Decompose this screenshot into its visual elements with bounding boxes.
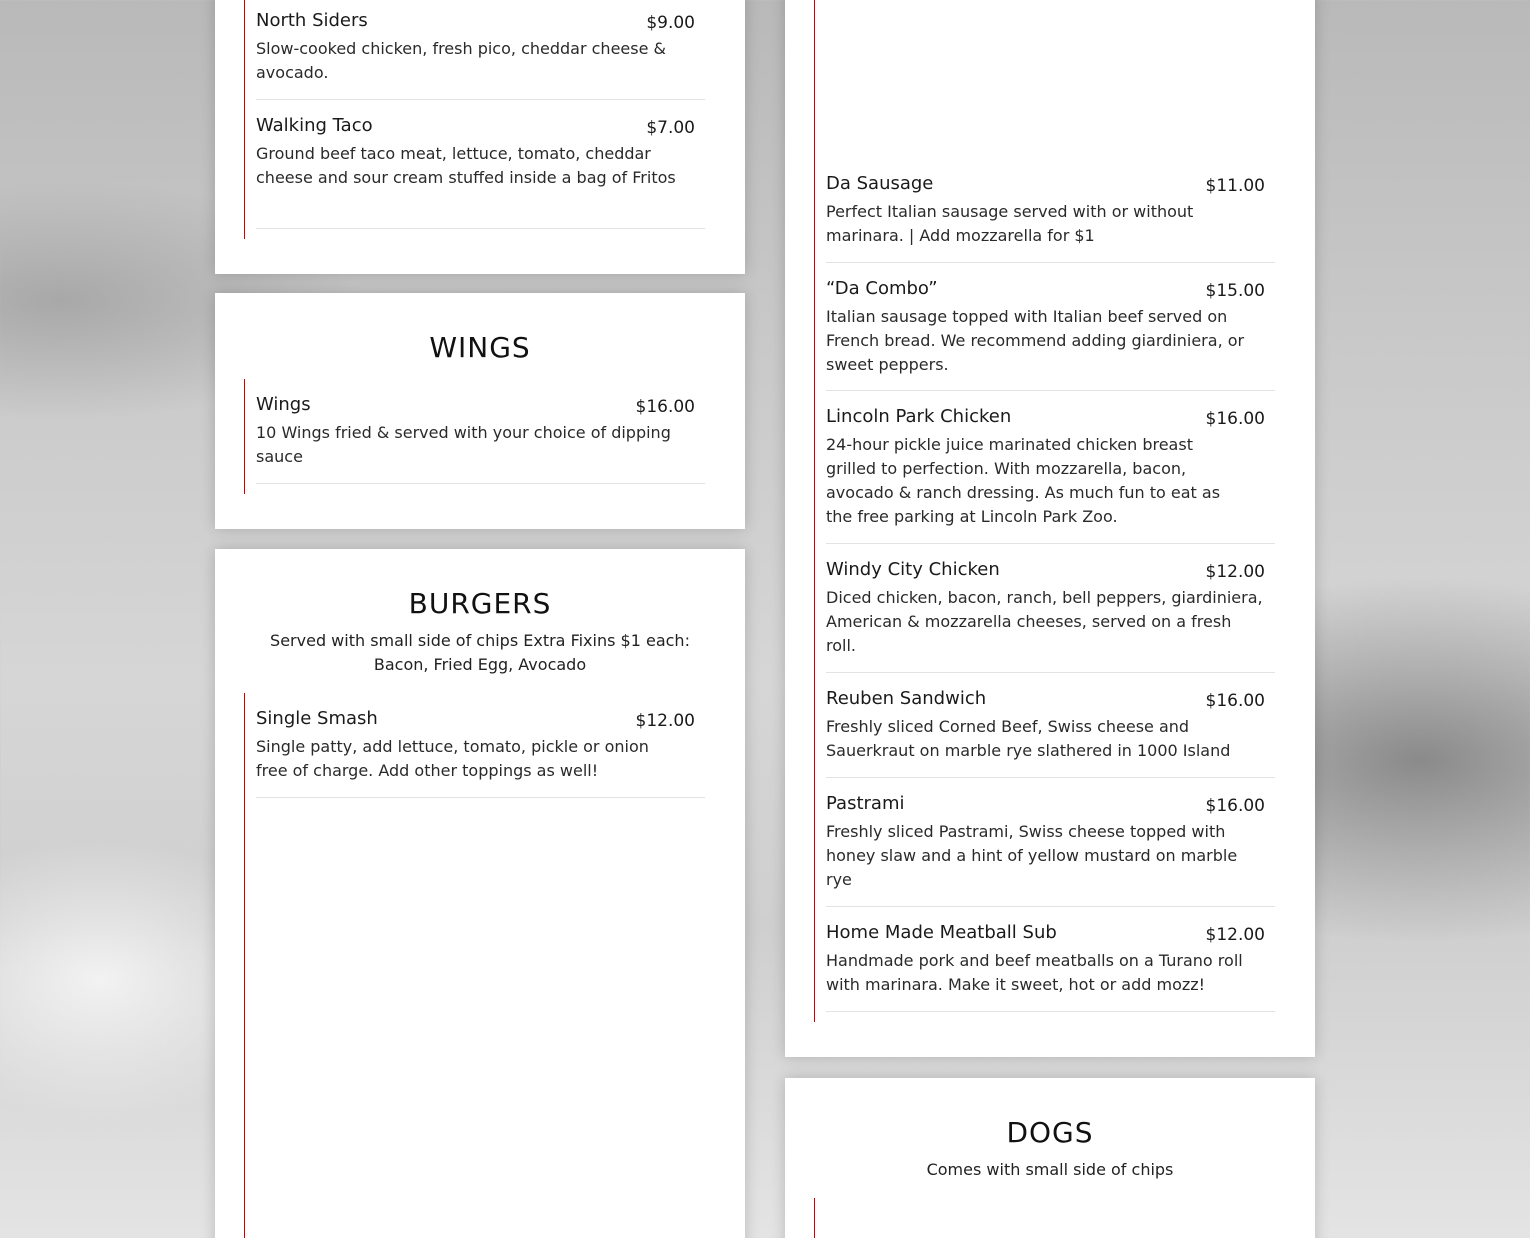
item-description: Single patty, add lettuce, tomato, pickle or onion free of charge. Add other toppings as well! (256, 737, 649, 780)
menu-card-burgers (215, 549, 745, 1238)
item-name: Pastrami (826, 793, 905, 814)
item-name: Windy City Chicken (826, 559, 1000, 580)
item-name: “Da Combo” (826, 278, 938, 299)
item-price: $16.00 (1205, 691, 1265, 711)
menu-card-top-left (215, 0, 745, 274)
section-accent-line (244, 693, 245, 1238)
menu-card-sandwiches (785, 0, 1315, 1057)
item-description: Slow-cooked chicken, fresh pico, cheddar cheese & avocado. (256, 39, 666, 82)
menu-card-wings (215, 293, 745, 529)
item-divider (256, 797, 705, 798)
menu-item-wings (256, 394, 705, 474)
section-title-dogs: DOGS (1006, 1116, 1094, 1149)
menu-item-da-sausage (826, 173, 1275, 253)
item-divider (826, 543, 1275, 544)
item-divider (256, 99, 705, 100)
section-subtitle-dogs: Comes with small side of chips (926, 1160, 1174, 1179)
item-price: $12.00 (1205, 925, 1265, 945)
item-name: Home Made Meatball Sub (826, 922, 1057, 943)
item-description: 10 Wings fried & served with your choice of dipping sauce (256, 423, 671, 466)
section-accent-line (244, 379, 245, 494)
menu-item-north-siders (256, 10, 705, 100)
item-divider (826, 672, 1275, 673)
section-accent-line (814, 1198, 815, 1238)
item-divider (256, 483, 705, 484)
item-description: Handmade pork and beef meatballs on a Turano roll with marinara. Make it sweet, hot or add mozz! (826, 951, 1243, 994)
item-divider (256, 228, 705, 229)
section-title-burgers: BURGERS (408, 587, 552, 620)
menu-card-dogs (785, 1078, 1315, 1238)
menu-item-lincoln-park-chicken (826, 406, 1275, 536)
item-name: North Siders (256, 10, 368, 31)
item-name: Single Smash (256, 708, 378, 729)
item-name: Reuben Sandwich (826, 688, 987, 709)
menu-item-pastrami (826, 793, 1275, 893)
section-title-wings: WINGS (429, 331, 531, 364)
item-divider (826, 262, 1275, 263)
menu-item-reuben-sandwich (826, 688, 1275, 768)
item-name: Lincoln Park Chicken (826, 406, 1012, 427)
item-price: $16.00 (1205, 409, 1265, 429)
menu-item-da-combo (826, 278, 1275, 378)
item-price: $7.00 (646, 118, 695, 138)
menu-item-meatball-sub (826, 922, 1275, 1002)
item-price: $9.00 (646, 13, 695, 33)
section-subtitle-burgers: Served with small side of chips Extra Fixins $1 each: Bacon, Fried Egg, Avocado (270, 631, 690, 674)
item-price: $16.00 (1205, 796, 1265, 816)
item-description: 24-hour pickle juice marinated chicken breast grilled to perfection. With mozzarella, bacon, avocado & ranch dressing. As much fun to eat as the free parking at Lincoln Park Zoo. (826, 435, 1221, 526)
item-description: Freshly sliced Pastrami, Swiss cheese topped with honey slaw and a hint of yellow mustard on marble rye (826, 822, 1238, 889)
item-divider (826, 390, 1275, 391)
item-price: $12.00 (1205, 562, 1265, 582)
item-name: Da Sausage (826, 173, 934, 194)
item-description: Diced chicken, bacon, ranch, bell peppers, giardiniera, American & mozzarella cheeses, served on a fresh roll. (826, 588, 1263, 655)
item-name: Wings (256, 394, 311, 415)
menu-item-single-smash (256, 708, 705, 788)
item-description: Freshly sliced Corned Beef, Swiss cheese and Sauerkraut on marble rye slathered in 1000 Island (826, 717, 1231, 760)
item-description: Perfect Italian sausage served with or without marinara. | Add mozzarella for $1 (826, 202, 1194, 245)
item-divider (826, 906, 1275, 907)
menu-item-walking-taco (256, 115, 705, 225)
item-description: Ground beef taco meat, lettuce, tomato, cheddar cheese and sour cream stuffed inside a bag of Fritos (256, 144, 676, 187)
item-name: Walking Taco (256, 115, 373, 136)
item-price: $11.00 (1205, 176, 1265, 196)
item-price: $15.00 (1205, 281, 1265, 301)
menu-item-windy-city-chicken (826, 559, 1275, 659)
section-accent-line (244, 0, 245, 239)
item-price: $12.00 (635, 711, 695, 731)
item-divider (826, 1011, 1275, 1012)
item-divider (826, 777, 1275, 778)
item-description: Italian sausage topped with Italian beef served on French bread. We recommend adding giardiniera, or sweet peppers. (826, 307, 1245, 374)
section-accent-line (814, 0, 815, 1022)
item-price: $16.00 (635, 397, 695, 417)
